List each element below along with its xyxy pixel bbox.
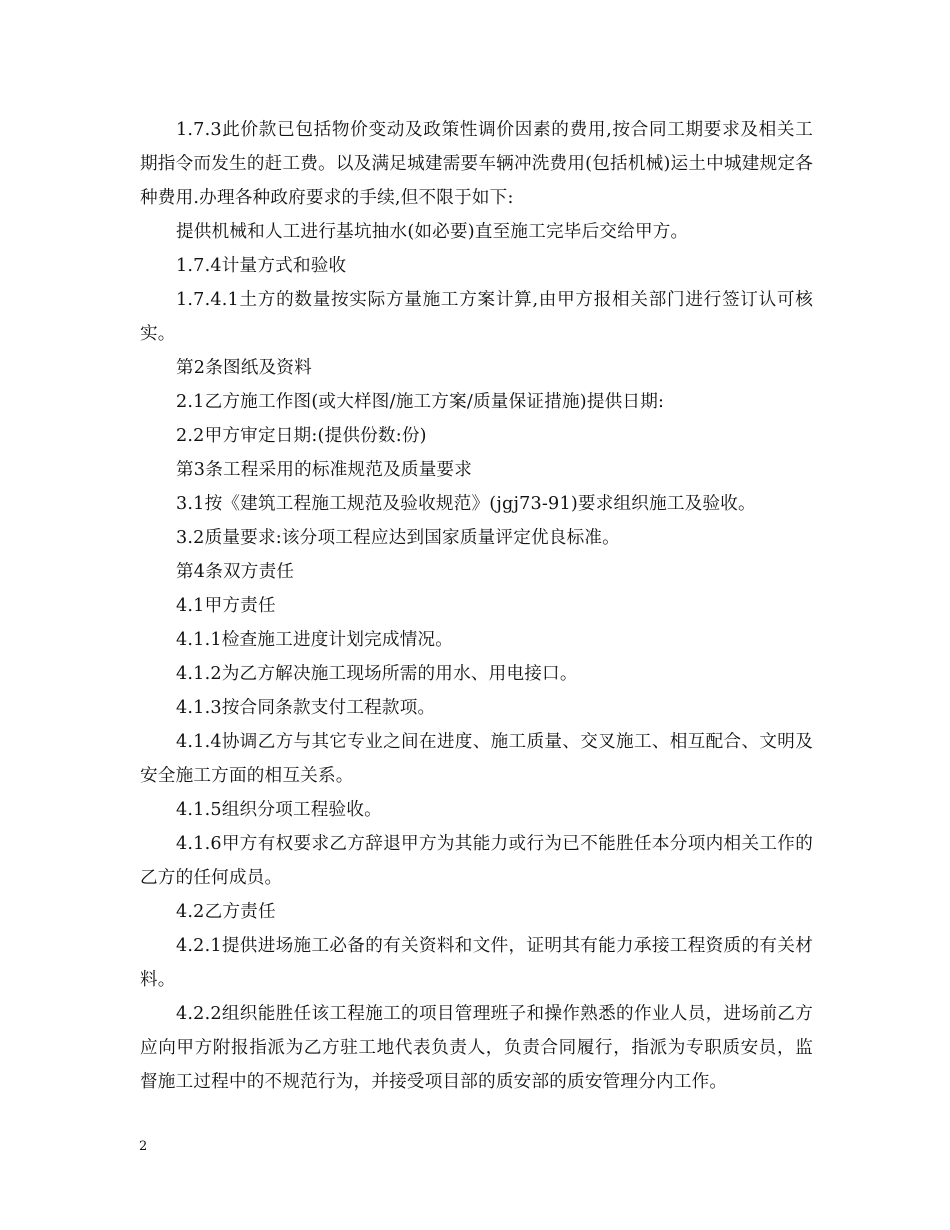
paragraph-3-2: 3.2质量要求:该分项工程应达到国家质量评定优良标准。	[176, 528, 620, 548]
paragraph-2-2: 2.2甲方审定日期:(提供份数:份)	[176, 426, 427, 446]
section-heading-4: 第4条双方责任	[176, 562, 295, 582]
paragraph-4-2: 4.2乙方责任	[176, 902, 276, 922]
section-heading-3: 第3条工程采用的标准规范及质量要求	[176, 460, 473, 480]
paragraph-pump-water: 提供机械和人工进行基坑抽水(如必要)直至施工完毕后交给甲方。	[176, 222, 689, 242]
paragraph-4-1: 4.1甲方责任	[176, 596, 276, 616]
paragraph-1-7-4-1: 1.7.4.1土方的数量按实际方量施工方案计算,由甲方报相关部门进行签订认可核实。	[140, 290, 813, 344]
paragraph-3-1: 3.1按《建筑工程施工规范及验收规范》(jgj73-91)要求组织施工及验收。	[176, 494, 756, 514]
paragraph-4-1-6: 4.1.6甲方有权要求乙方辞退甲方为其能力或行为已不能胜任本分项内相关工作的乙方的任何成员。	[140, 834, 813, 888]
paragraph-4-2-1: 4.2.1提供进场施工必备的有关资料和文件，证明其有能力承接工程资质的有关材料。	[140, 936, 813, 990]
document-body	[140, 113, 813, 1099]
page-number: 2	[139, 1139, 148, 1154]
paragraph-4-1-1: 4.1.1检查施工进度计划完成情况。	[176, 630, 454, 650]
paragraph-1-7-3: 1.7.3此价款已包括物价变动及政策性调价因素的费用,按合同工期要求及相关工期指令而发生的赶工费。以及满足城建需要车辆冲洗费用(包括机械)运土中城建规定各种费用.办理各种政府要求的手续,但不限于如下:	[140, 120, 813, 208]
paragraph-4-1-2: 4.1.2为乙方解决施工现场所需的用水、用电接口。	[176, 664, 578, 684]
paragraph-4-2-2: 4.2.2组织能胜任该工程施工的项目管理班子和操作熟悉的作业人员，进场前乙方应向甲方附报指派为乙方驻工地代表负责人，负责合同履行，指派为专职质安员，监督施工过程中的不规范行为，并接受项目部的质安部的质安管理分内工作。	[140, 1004, 813, 1092]
paragraph-4-1-4: 4.1.4协调乙方与其它专业之间在进度、施工质量、交叉施工、相互配合、文明及安全施工方面的相互关系。	[140, 732, 813, 786]
paragraph-4-1-3: 4.1.3按合同条款支付工程款项。	[176, 698, 436, 718]
paragraph-2-1: 2.1乙方施工作图(或大样图/施工方案/质量保证措施)提供日期:	[176, 392, 665, 412]
paragraph-1-7-4: 1.7.4计量方式和验收	[176, 256, 347, 276]
section-heading-2: 第2条图纸及资料	[176, 358, 312, 378]
paragraph-4-1-5: 4.1.5组织分项工程验收。	[176, 800, 382, 820]
